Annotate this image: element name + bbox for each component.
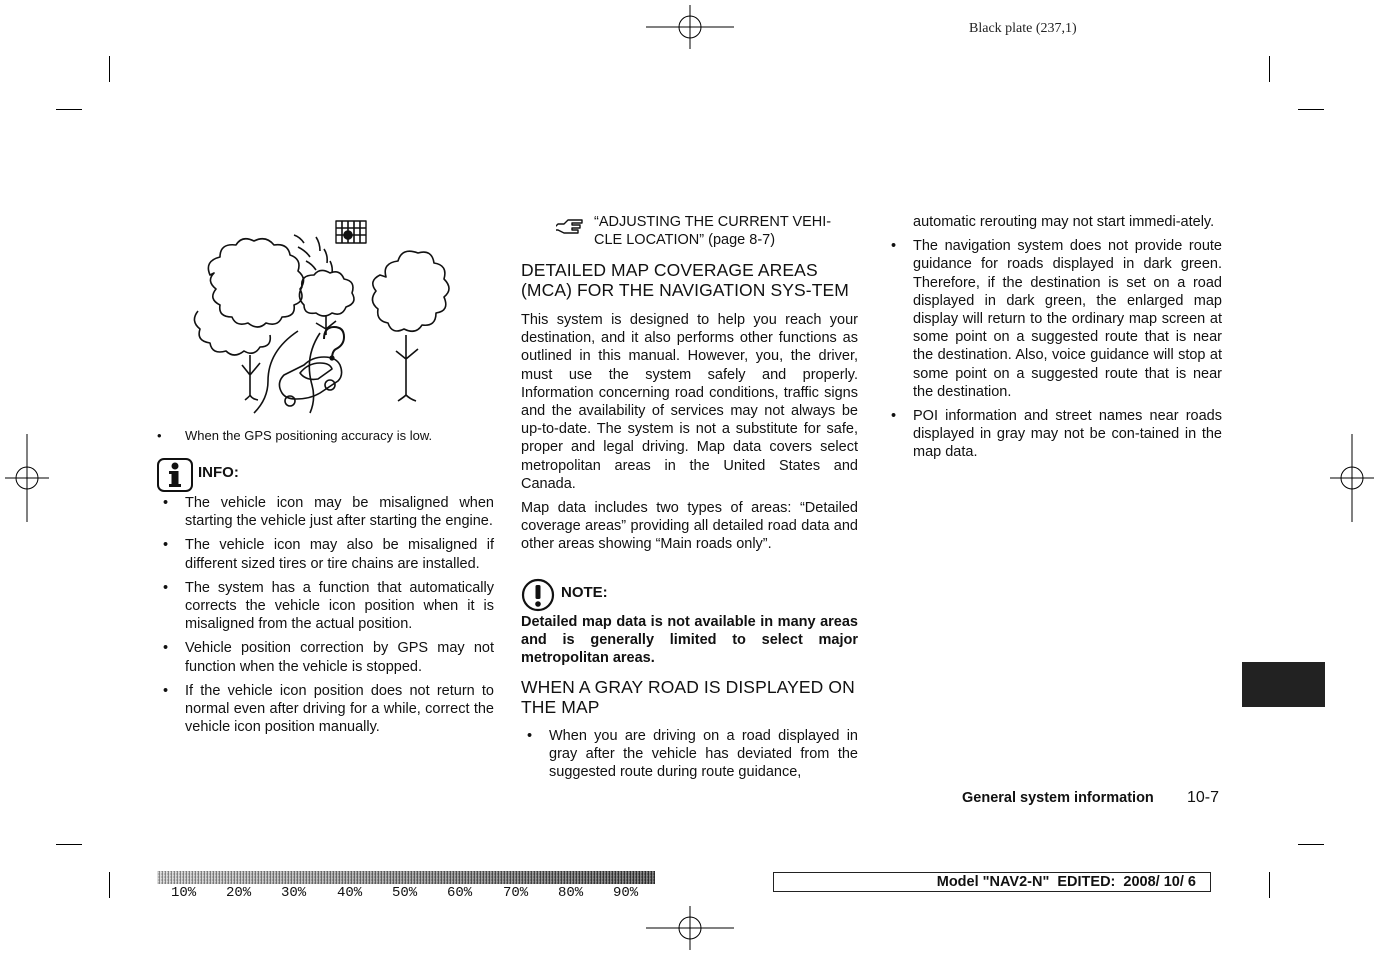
tone-scale-bar (157, 871, 655, 884)
scale-label: 40% (337, 885, 363, 901)
list-item: • If the vehicle icon position does not return to normal even after driving for a while, correct the vehicle icon position manually. (163, 682, 494, 736)
info-label: INFO: (198, 464, 239, 481)
warning-icon (521, 578, 555, 612)
crop-mark (109, 56, 110, 82)
crop-mark (56, 109, 82, 110)
middle-column (521, 261, 858, 554)
page-number: 10-7 (1187, 789, 1220, 806)
scale-label: 90% (613, 885, 639, 901)
list-item: • The system has a function that automatically corrects the vehicle icon position when it is misaligned from the actual position. (163, 579, 494, 633)
crop-mark (109, 872, 110, 898)
section-heading: WHEN A GRAY ROAD IS DISPLAYED ON THE MAP (521, 677, 855, 717)
caption-text: When the GPS positioning accuracy is low. (185, 428, 433, 443)
reference-link[interactable]: “ADJUSTING THE CURRENT VEHI-CLE LOCATION” (page 8-7) (594, 214, 832, 249)
list-item: • POI information and street names near roads displayed in gray may not be con-tained in the map data. (891, 408, 1222, 461)
scale-label: 60% (447, 885, 473, 901)
chapter-tab (1242, 662, 1325, 707)
crop-mark (1269, 56, 1270, 82)
crop-mark (1298, 844, 1324, 845)
crop-mark (1298, 109, 1324, 110)
list-item: • When you are driving on a road displayed in gray after the vehicle has deviated from the suggested route during route guidance, (527, 728, 858, 781)
right-column (885, 213, 1222, 468)
paragraph: This system is designed to help you reach your destination, and it also performs other functions as outlined in this manual. However, you, the driver, must use the system safely and properly. Information concerning road conditions, traffic signs and the availability of services may not always be up-to-date. The system is not a substitute for safe, proper and legal driving. Map data covers select metropolitan areas in the United States and Canada. (521, 312, 858, 492)
registration-mark (1330, 434, 1374, 522)
paragraph: Map data includes two types of areas: “Detailed coverage areas” providing all detailed road data and other areas showing “Main roads only”. (521, 500, 858, 553)
model-edited-box: Model "NAV2-N" EDITED: 2008/ 10/ 6 (773, 872, 1211, 892)
paragraph: automatic rerouting may not start immedi-ately. (913, 214, 1215, 230)
info-icon (157, 458, 193, 492)
list-item: • The vehicle icon may be misaligned when starting the vehicle just after starting the engine. (163, 495, 494, 530)
gps-illustration (190, 215, 458, 415)
list-item: • The navigation system does not provide route guidance for roads displayed in dark green. Therefore, if the destination is set on a road displayed in dark green, the enlarged map display will return to the ordinary map screen at some point on a suggested route that is near the destination. Also, voice guidance will stop at some point on a suggested route that is near the destination. (891, 238, 1222, 400)
scale-label: 20% (226, 885, 252, 901)
info-list (157, 494, 494, 742)
bullet-dot: • (157, 428, 162, 443)
registration-mark (646, 5, 734, 49)
scale-label: 10% (171, 885, 197, 901)
section-heading: DETAILED MAP COVERAGE AREAS (MCA) FOR THE NAVIGATION SYS-TEM (521, 260, 849, 300)
section-title: General system information (962, 790, 1154, 806)
pointing-hand-icon (556, 216, 584, 236)
middle-column-lower (521, 678, 858, 788)
list-item: • Vehicle position correction by GPS may not function when the vehicle is stopped. (163, 640, 494, 675)
registration-mark (646, 906, 734, 950)
crop-mark (1269, 872, 1270, 898)
scale-label: 50% (392, 885, 418, 901)
note-text: Detailed map data is not available in many areas and is generally limited to select major metropolitan areas. (521, 614, 858, 667)
registration-mark (5, 434, 49, 522)
plate-label: Black plate (237,1) (969, 21, 1077, 36)
note-label: NOTE: (561, 584, 608, 601)
crop-mark (56, 844, 82, 845)
scale-label: 80% (558, 885, 584, 901)
list-item: • The vehicle icon may also be misaligned if different sized tires or tire chains are installed. (163, 537, 494, 572)
scale-label: 30% (281, 885, 307, 901)
scale-label: 70% (503, 885, 529, 901)
